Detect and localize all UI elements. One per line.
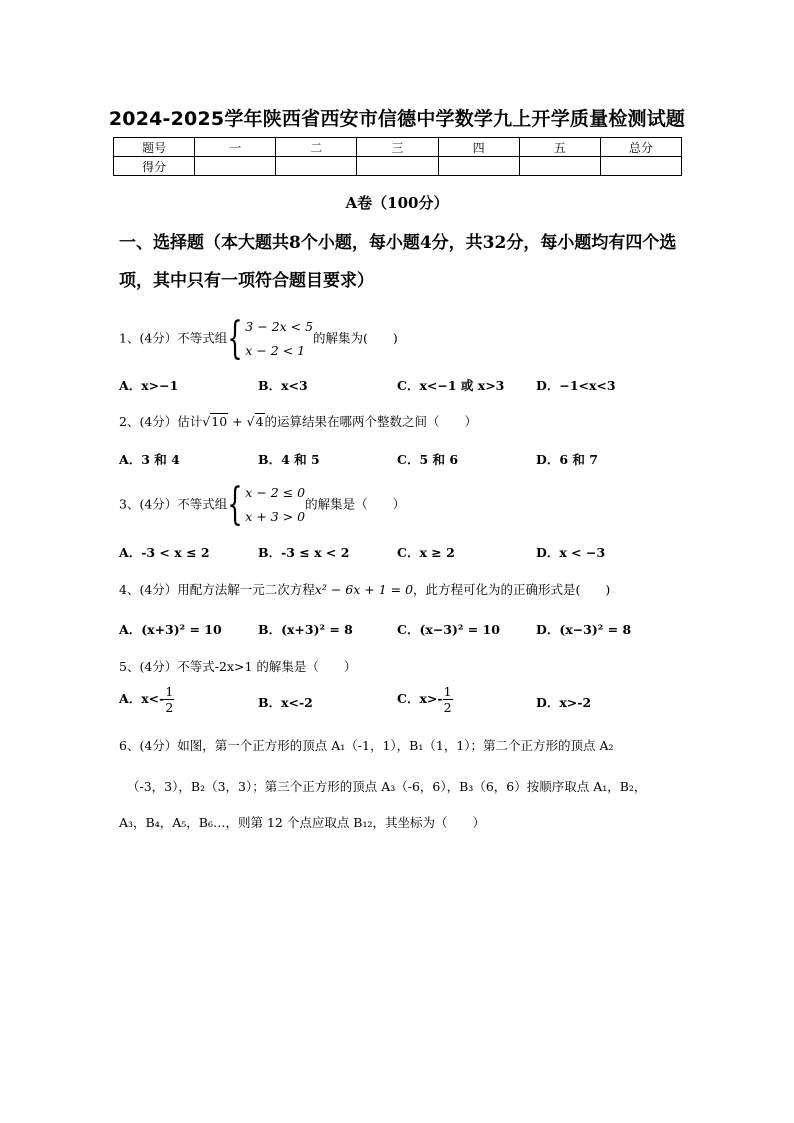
q2-radicand-b: 4 [255, 414, 264, 429]
q2-prefix: 2、(4分）估计 [119, 414, 203, 429]
q3-line2: x + 3 > 0 [245, 509, 306, 524]
score-input-cell[interactable] [519, 157, 600, 176]
q1-option-c[interactable]: C．x<−1 或 x>3 [397, 378, 505, 393]
q3-option-d[interactable]: D．x < −3 [536, 545, 606, 560]
sqrt-icon: √ [246, 414, 255, 429]
q5-option-a[interactable] [119, 684, 174, 715]
q2-plus: + [228, 414, 247, 429]
sqrt-icon: √ [202, 414, 211, 429]
q3-option-c[interactable]: C．x ≥ 2 [397, 545, 455, 560]
q5-option-c[interactable] [397, 684, 453, 715]
score-table-score-row [114, 157, 682, 176]
question-6-line-3: A₃，B₄，A₅，B₆…，则第 12 个点应取点 B₁₂，其坐标为（ ） [119, 815, 486, 830]
score-cell: 一 [195, 138, 276, 157]
q4-equation: x² − 6x + 1 = 0 [314, 582, 414, 597]
score-cell: 四 [438, 138, 519, 157]
part-a-heading: A卷（100分） [345, 194, 449, 212]
q1-suffix: 的解集为( ) [313, 330, 398, 346]
score-input-cell[interactable] [438, 157, 519, 176]
q1-option-a[interactable]: A．x>−1 [119, 378, 179, 393]
q1-prefix: 1、(4分）不等式组 [119, 330, 228, 346]
q5-option-d[interactable]: D．x>-2 [536, 695, 592, 710]
score-cell: 二 [276, 138, 357, 157]
fraction-denominator: 2 [165, 700, 174, 715]
q5-fraction [164, 684, 174, 715]
q4-option-a[interactable]: A．(x+3)² = 10 [119, 622, 222, 637]
score-input-cell[interactable] [195, 157, 276, 176]
q4-option-d[interactable]: D．(x−3)² = 8 [536, 622, 632, 637]
q3-prefix: 3、(4分）不等式组 [119, 496, 228, 512]
fraction-denominator: 2 [443, 700, 452, 715]
q2-option-a[interactable]: A．3 和 4 [119, 452, 180, 467]
q5-fraction [443, 684, 453, 715]
question-3 [119, 481, 405, 529]
question-5: 5、(4分）不等式-2x>1 的解集是（ ） [119, 659, 357, 674]
page-title: 2024-2025学年陕西省西安市信德中学数学九上开学质量检测试题 [108, 108, 686, 130]
section-heading: 一、选择题（本大题共8个小题，每小题4分，共32分，每小题均有四个选项，其中只有一项符合题目要求） [119, 233, 677, 291]
q5-option-a-label: A．x<- [119, 691, 165, 706]
q2-radicand-a: 10 [211, 414, 228, 429]
score-cell: 得分 [114, 157, 195, 176]
q4-option-b[interactable]: B．(x+3)² = 8 [258, 622, 353, 637]
brace-icon: { [227, 313, 243, 364]
q3-option-b[interactable]: B．-3 ≤ x < 2 [258, 545, 350, 560]
q5-option-b[interactable]: B．x<-2 [258, 695, 313, 710]
q3-system [245, 481, 305, 529]
question-6-line-2: （-3，3），B₂（3，3）；第三个正方形的顶点 A₃（-6，6），B₃（6，6）按顺序取点 A₁，B₂， [127, 779, 647, 794]
question-6-line-1: 6、(4分）如图，第一个正方形的顶点 A₁（-1，1），B₁（1，1）；第二个正方形的顶点 A₂ [119, 738, 614, 753]
brace-icon: { [227, 479, 243, 530]
q1-option-d[interactable]: D．−1<x<3 [536, 378, 616, 393]
score-table [113, 137, 682, 176]
q3-option-a[interactable]: A．-3 < x ≤ 2 [119, 545, 210, 560]
score-cell: 三 [357, 138, 438, 157]
q1-system [245, 315, 313, 363]
q2-option-c[interactable]: C．5 和 6 [397, 452, 459, 467]
fraction-numerator: 1 [443, 684, 452, 699]
question-4 [119, 580, 610, 598]
score-cell: 题号 [114, 138, 195, 157]
q3-line1: x − 2 ≤ 0 [245, 485, 306, 500]
score-input-cell[interactable] [357, 157, 438, 176]
q1-line2: x − 2 < 1 [245, 343, 306, 358]
question-1 [119, 315, 398, 363]
question-2 [119, 412, 477, 430]
score-cell: 总分 [600, 138, 681, 157]
q1-line1: 3 − 2x < 5 [245, 319, 314, 334]
score-table-header-row [114, 138, 682, 157]
q4-option-c[interactable]: C．(x−3)² = 10 [397, 622, 500, 637]
q4-prefix: 4、(4分）用配方法解一元二次方程 [119, 582, 315, 597]
q2-option-d[interactable]: D．6 和 7 [536, 452, 598, 467]
score-cell: 五 [519, 138, 600, 157]
q2-suffix: 的运算结果在哪两个整数之间（ ） [264, 414, 478, 429]
q3-suffix: 的解集是（ ） [305, 496, 406, 512]
q2-option-b[interactable]: B．4 和 5 [258, 452, 320, 467]
score-input-cell[interactable] [600, 157, 681, 176]
q1-option-b[interactable]: B．x<3 [258, 378, 308, 393]
score-input-cell[interactable] [276, 157, 357, 176]
fraction-numerator: 1 [165, 684, 174, 699]
q5-option-c-label: C．x>- [397, 691, 443, 706]
q4-suffix: ，此方程可化为的正确形式是( ) [413, 582, 611, 597]
